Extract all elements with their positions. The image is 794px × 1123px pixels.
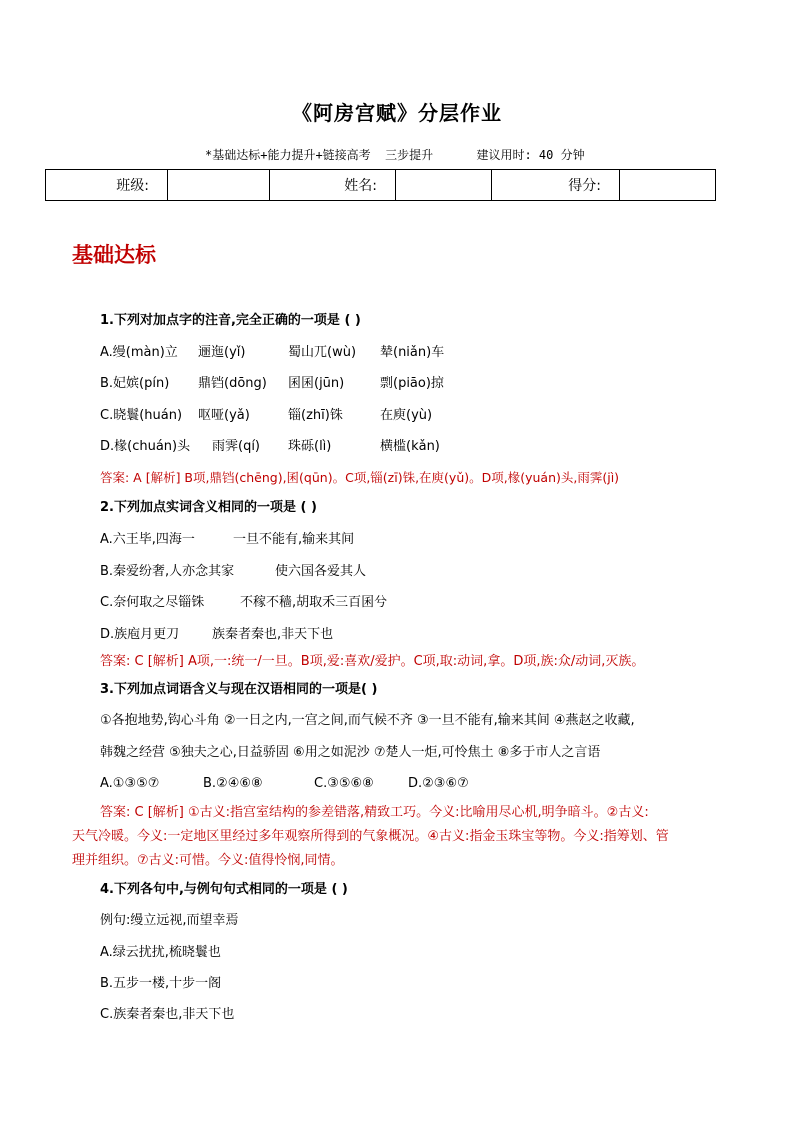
option-item: 珠砾(lì)	[288, 439, 332, 454]
question-2-option-d	[100, 627, 333, 643]
score-label: 得分:	[492, 170, 620, 201]
option-item: B.②④⑥⑧	[203, 776, 263, 791]
question-1-option-b	[100, 376, 444, 392]
question-4-option-b: B.五步一楼,十步一阁	[100, 976, 222, 991]
document-subtitle: *基础达标+能力提升+链接高考 三步提升 建议用时: 40 分钟	[205, 148, 585, 162]
question-1-option-c	[100, 408, 432, 424]
name-label: 姓名:	[270, 170, 396, 201]
option-item: 剽(piāo)掠	[380, 376, 444, 391]
question-4-option-a: A.绿云扰扰,梳晓鬟也	[100, 945, 221, 960]
document-title: 《阿房宫赋》分层作业	[292, 101, 502, 125]
question-2-stem: 2.下列加点实词含义相同的一项是 ( )	[100, 500, 317, 515]
question-2-option-b	[100, 564, 366, 580]
option-item: C.奈何取之尽锱铢	[100, 595, 205, 610]
class-label: 班级:	[46, 170, 168, 201]
option-item: 鼎铛(dōng)	[198, 376, 267, 391]
option-item: 锱(zhī)铢	[288, 408, 343, 423]
option-item: D.②③⑥⑦	[408, 776, 469, 791]
question-4-example: 例句:缦立远视,而望幸焉	[100, 913, 239, 928]
question-1-stem: 1.下列对加点字的注音,完全正确的一项是 ( )	[100, 313, 361, 328]
question-3-items-line-2: 韩魏之经营 ⑤独夫之心,日益骄固 ⑥用之如泥沙 ⑦楚人一炬,可怜焦土 ⑧多于市人之言语	[100, 745, 601, 760]
option-item: D.椽(chuán)头	[100, 439, 191, 454]
option-item: B.妃嫔(pín)	[100, 376, 170, 391]
question-3-options	[100, 776, 469, 792]
option-item: 囷囷(jūn)	[288, 376, 345, 391]
name-field[interactable]	[396, 170, 492, 201]
option-item: D.族庖月更刀	[100, 627, 180, 642]
option-item: 使六国各爱其人	[275, 564, 367, 579]
question-1-option-a	[100, 345, 444, 361]
option-item: 雨霁(qí)	[212, 439, 261, 454]
question-2-answer: 答案: C [解析] A项,一:统一/一旦。B项,爱:喜欢/爱护。C项,取:动词,拿。D项,族:众/动词,灭族。	[100, 654, 645, 669]
question-3-stem: 3.下列加点词语含义与现在汉语相同的一项是( )	[100, 682, 378, 697]
question-4-stem: 4.下列各句中,与例句句式相同的一项是 ( )	[100, 882, 348, 897]
option-item: C.晓鬟(huán)	[100, 408, 183, 423]
question-1-answer: 答案: A [解析] B项,鼎铛(chēng),囷(qūn)。C项,锱(zī)铢,在庾(yǔ)。D项,椽(yuán)头,雨霁(jì)	[100, 470, 620, 485]
question-4-option-c: C.族秦者秦也,非天下也	[100, 1007, 235, 1022]
class-field[interactable]	[168, 170, 270, 201]
option-item: 逦迤(yǐ)	[198, 345, 246, 360]
option-item: A.①③⑤⑦	[100, 776, 160, 791]
question-2-option-c	[100, 595, 387, 611]
option-item: A.缦(màn)立	[100, 345, 178, 360]
question-3-answer-line-3: 理并组织。⑦古义:可惜。今义:值得怜悯,同情。	[72, 853, 344, 868]
score-field[interactable]	[620, 170, 716, 201]
option-item: 辇(niǎn)车	[380, 345, 445, 360]
option-item: 蜀山兀(wù)	[288, 345, 357, 360]
question-3-items-line-1: ①各抱地势,钩心斗角 ②一日之内,一宫之间,而气候不齐 ③一旦不能有,输来其间 ④燕赵之收藏,	[100, 713, 635, 728]
option-item: 横槛(kǎn)	[380, 439, 440, 454]
section-title: 基础达标	[72, 243, 156, 267]
option-item: 不稼不穑,胡取禾三百囷兮	[240, 595, 388, 610]
question-1-option-d	[100, 439, 440, 455]
option-item: C.③⑤⑥⑧	[314, 776, 374, 791]
option-item: A.六王毕,四海一	[100, 532, 195, 547]
student-info-table	[45, 169, 716, 201]
question-3-answer-line-2: 天气冷暖。今义:一定地区里经过多年观察所得到的气象概况。④古义:指金玉珠宝等物。今义:指筹划、管	[72, 829, 669, 844]
option-item: 呕哑(yǎ)	[198, 408, 250, 423]
option-item: 一旦不能有,输来其间	[233, 532, 355, 547]
option-item: B.秦爱纷奢,人亦念其家	[100, 564, 235, 579]
question-2-option-a	[100, 532, 354, 548]
question-3-answer-line-1: 答案: C [解析] ①古义:指宫室结构的参差错落,精致工巧。今义:比喻用尽心机,明争暗斗。②古义:	[100, 805, 649, 820]
option-item: 族秦者秦也,非天下也	[212, 627, 334, 642]
option-item: 在庾(yù)	[380, 408, 433, 423]
